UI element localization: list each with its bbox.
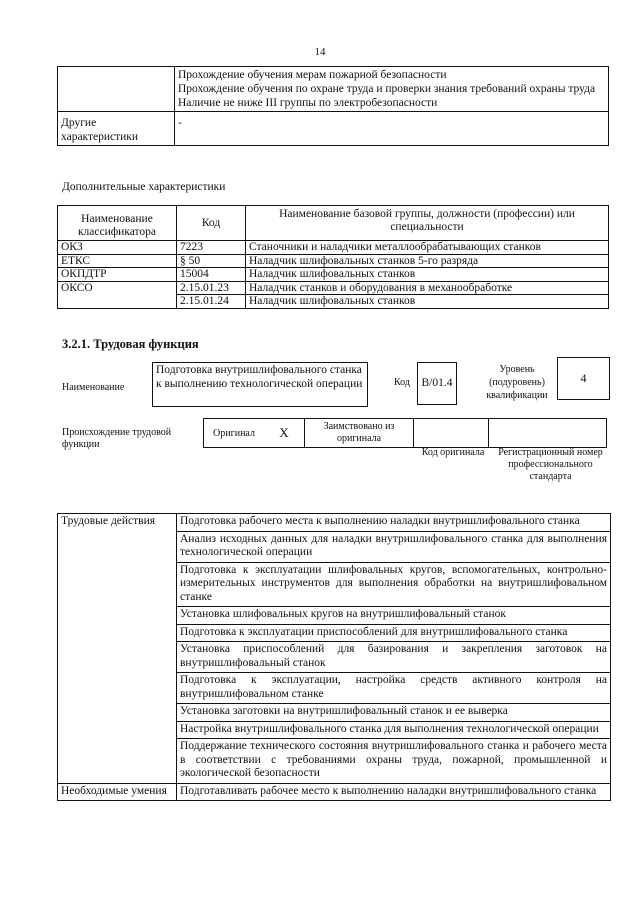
registration-number-cell — [489, 419, 607, 448]
table-row — [204, 419, 607, 448]
action-item: Подготовка к эксплуатации приспособлений для внутришлифовального станка — [177, 624, 611, 642]
level-box: 4 — [557, 357, 610, 400]
requirement-line: Прохождение обучения мерам пожарной безопасности — [178, 69, 447, 81]
action-item: Установка заготовки на внутришлифовальный станок и ее выверка — [177, 704, 611, 722]
additional-characteristics-heading: Дополнительные характеристики — [62, 181, 226, 193]
table-row — [58, 514, 611, 532]
table-row — [58, 783, 611, 801]
column-header: Наименование классификатора — [58, 206, 177, 241]
function-code-box: B/01.4 — [417, 362, 457, 405]
classifier-table — [57, 205, 609, 309]
original-code-caption: Код оригинала — [421, 447, 485, 458]
requirement-line: Наличие не ниже III группы по электробезопасности — [178, 97, 438, 109]
table-row — [58, 281, 609, 295]
table-cell: 2.15.01.23 — [177, 281, 246, 295]
table-cell: ОКЗ — [58, 241, 177, 255]
borrowed-label: Заимствовано из оригинала — [305, 419, 414, 448]
table-row — [58, 254, 609, 268]
table-row — [58, 67, 609, 112]
action-item: Подготовка к эксплуатации, настройка средств активного контроля на внутришлифовальном станке — [177, 673, 611, 704]
original-mark: X — [264, 419, 305, 448]
table-row — [58, 241, 609, 255]
column-header: Наименование базовой группы, должности (профессии) или специальности — [246, 206, 609, 241]
code-label: Код — [394, 377, 410, 388]
page-number: 14 — [314, 46, 326, 58]
action-item: Поддержание технического состояния внутришлифовального станка и рабочего места в соответствии с требованиями охраны труда, пожарной, промышленной и экологической безопасности — [177, 739, 611, 784]
table-cell: 7223 — [177, 241, 246, 255]
table-cell: § 50 — [177, 254, 246, 268]
qualification-requirements-table — [57, 66, 609, 146]
action-item: Подготовка рабочего места к выполнению наладки внутришлифовального станка — [177, 514, 611, 532]
origin-table — [203, 418, 607, 448]
table-row — [58, 112, 609, 146]
skills-label: Необходимые умения — [58, 783, 177, 801]
table-cell: Станочники и наладчики металлообрабатывающих станков — [246, 241, 609, 255]
labor-actions-table — [57, 513, 611, 801]
origin-label: Происхождение трудовой функции — [62, 427, 172, 450]
requirements-cell — [175, 67, 609, 112]
original-code-cell — [414, 419, 489, 448]
registration-caption: Регистрационный номер профессионального стандарта — [498, 447, 603, 482]
table-cell: Наладчик шлифовальных станков 5-го разряда — [246, 254, 609, 268]
original-label: Оригинал — [204, 419, 265, 448]
table-cell: Наладчик станков и оборудования в механообработке — [246, 281, 609, 295]
section-title: 3.2.1. Трудовая функция — [62, 337, 199, 351]
requirement-line: Прохождение обучения по охране труда и проверки знания требований охраны труда — [178, 83, 596, 95]
table-cell: Наладчик шлифовальных станков — [246, 295, 609, 309]
level-label: Уровень (подуровень) квалификации — [486, 364, 548, 401]
action-item: Подготовка к эксплуатации шлифовальных кругов, вспомогательных, контрольно-измерительных инструментов для выполнения обработки на внутришлифовальном станке — [177, 562, 611, 607]
table-cell: 15004 — [177, 268, 246, 282]
row-label — [58, 67, 175, 112]
table-cell: ОКСО — [58, 281, 177, 308]
table-cell: Наладчик шлифовальных станков — [246, 268, 609, 282]
action-item: Установка приспособлений для базирования и закрепления заготовок на внутришлифовальный станок — [177, 642, 611, 673]
function-name-box: Подготовка внутришлифовального станка к выполнению технологической операции — [152, 362, 368, 407]
action-item: Анализ исходных данных для наладки внутришлифовального станка для выполнения технологической операции — [177, 531, 611, 562]
table-row — [58, 268, 609, 282]
column-header: Код — [177, 206, 246, 241]
action-item: Установка шлифовальных кругов на внутришлифовальный станок — [177, 607, 611, 625]
table-header-row — [58, 206, 609, 241]
row-label: Другие характеристики — [58, 112, 175, 146]
labor-actions-label: Трудовые действия — [58, 514, 177, 784]
table-cell: ОКПДТР — [58, 268, 177, 282]
row-value: - — [175, 112, 609, 146]
name-label: Наименование — [62, 382, 125, 393]
action-item: Настройка внутришлифовального станка для выполнения технологической операции — [177, 721, 611, 739]
skill-item: Подготавливать рабочее место к выполнению наладки внутришлифовального станка — [177, 783, 611, 801]
table-cell: ЕТКС — [58, 254, 177, 268]
table-cell: 2.15.01.24 — [177, 295, 246, 309]
